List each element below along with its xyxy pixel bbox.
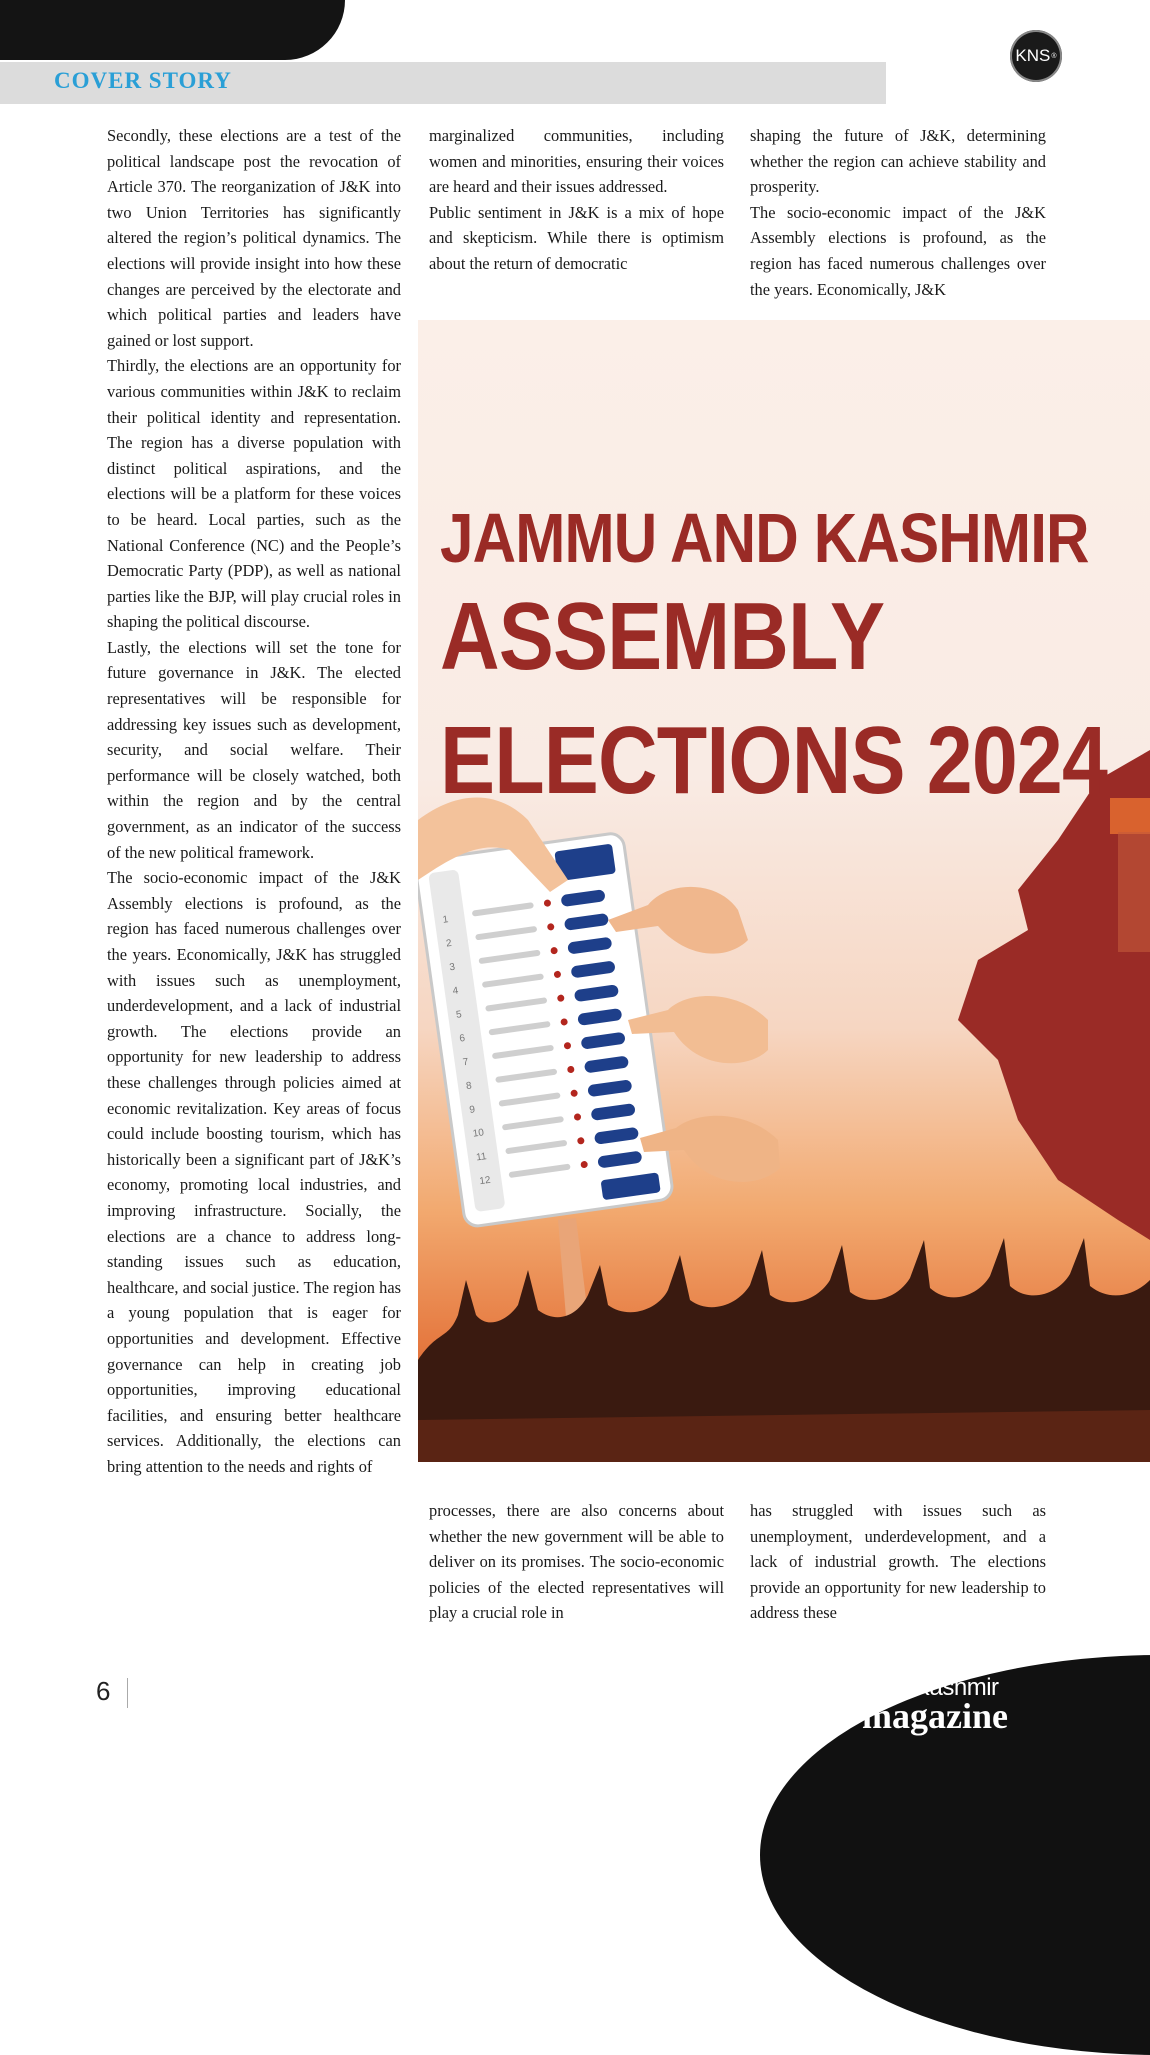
evm-slot-number: 2 — [445, 937, 453, 950]
top-corner-tab — [0, 0, 345, 60]
article-column-3-bottom — [750, 1498, 1046, 1626]
paragraph: Thirdly, the elections are an opportunity for various communities within J&K to reclaim their political identity and representation. The region has a diverse population with distinct political aspirations, and the elections will be a platform for these voices to be heard. Local parties, such as the National Conference (NC) and the People’s Democratic Party (PDP), as well as national parties like the BJP, will play crucial roles in shaping the political discourse. — [107, 356, 401, 632]
evm-slot-number: 11 — [475, 1151, 488, 1164]
kns-logo-mark: ® — [1051, 52, 1057, 60]
evm-slot-number: 7 — [462, 1056, 470, 1069]
article-column-1 — [107, 123, 401, 1479]
paragraph: Secondly, these elections are a test of the political landscape post the revocation of Article 370. The reorganization of J&K into two Union Territories has significantly altered the region’s political dynamics. The elections will provide insight into how these changes are perceived by the electorate and which political parties and leaders have gained or lost support. — [107, 126, 401, 350]
evm-slot-number: 3 — [448, 961, 456, 974]
paragraph: shaping the future of J&K, determining whether the region can achieve stability and prosperity. — [750, 126, 1046, 197]
evm-slot-number: 10 — [472, 1127, 485, 1140]
page-number: 6 — [96, 1676, 111, 1706]
paragraph: Public sentiment in J&K is a mix of hope and skepticism. While there is optimism about the return of democratic — [429, 202, 724, 273]
page-number-divider — [127, 1678, 128, 1708]
evm-slot-number: 12 — [478, 1174, 492, 1188]
hero-title-line-1: JAMMU AND KASHMIR — [440, 499, 1089, 577]
article-column-2-bottom — [429, 1498, 724, 1626]
hero-artwork — [418, 320, 1150, 1462]
evm-slot-number: 6 — [458, 1032, 466, 1045]
paragraph: processes, there are also concerns about whether the new government will be able to deliver on its promises. The socio-economic policies of the elected representatives will play a crucial role in — [429, 1501, 724, 1623]
section-label: COVER STORY — [54, 68, 232, 93]
evm-slot-number: 8 — [465, 1080, 473, 1093]
magazine-brand-logo — [862, 1676, 1008, 1734]
brand-line-2: magazine — [862, 1696, 1008, 1736]
evm-slot-number: 5 — [455, 1009, 463, 1021]
paragraph: The socio-economic impact of the J&K Assembly elections is profound, as the region has faced numerous challenges over the years. Economically, J&K has struggled with issues such as unemployment, underdevelopment, and a lack of industrial growth. The elections provide an opportunity for new leadership to address these challenges through policies aimed at economic revitalization. Key areas of focus could include boosting tourism, which has historically been a significant part of J&K’s economy, promoting local industries, and improving infrastructure. Socially, the elections are a chance to address long-standing issues such as education, healthcare, and social justice. The region has a young population that is eager for opportunities and development. Effective governance can help in creating job opportunities, improving educational facilities, and ensuring better healthcare services. Additionally, the elections can bring attention to the needs and rights of — [107, 868, 401, 1476]
evm-slot-number: 9 — [468, 1104, 476, 1116]
hero-illustration — [418, 320, 1150, 1462]
paragraph: The socio-economic impact of the J&K Assembly elections is profound, as the region has faced numerous challenges over the years. Economically, J&K — [750, 202, 1046, 299]
brand-line-1: The Kashmir — [868, 1674, 999, 1701]
article-column-3-top — [750, 123, 1046, 302]
kns-logo-text: KNS — [1015, 46, 1051, 65]
map-marker-base — [1118, 832, 1150, 952]
kns-logo — [1010, 30, 1062, 82]
evm-slot-number: 1 — [442, 914, 450, 926]
paragraph: marginalized communities, including women and minorities, ensuring their voices are heard and their issues addressed. — [429, 126, 724, 197]
article-column-2-top — [429, 123, 724, 277]
hero-title-line-2: ASSEMBLY — [440, 583, 885, 690]
hero-title-line-3: ELECTIONS 2024 — [440, 707, 1108, 814]
map-marker — [1110, 798, 1150, 834]
evm-slot-number: 4 — [452, 985, 460, 998]
paragraph: Lastly, the elections will set the tone for future governance in J&K. The elected representatives will be responsible for addressing key issues such as development, security, and social welfare. Their performance will be closely watched, both within the region and by the central government, as an indicator of the success of the new political framework. — [107, 637, 401, 862]
paragraph: has struggled with issues such as unemployment, underdevelopment, and a lack of industrial growth. The elections provide an opportunity for new leadership to address these — [750, 1501, 1046, 1623]
